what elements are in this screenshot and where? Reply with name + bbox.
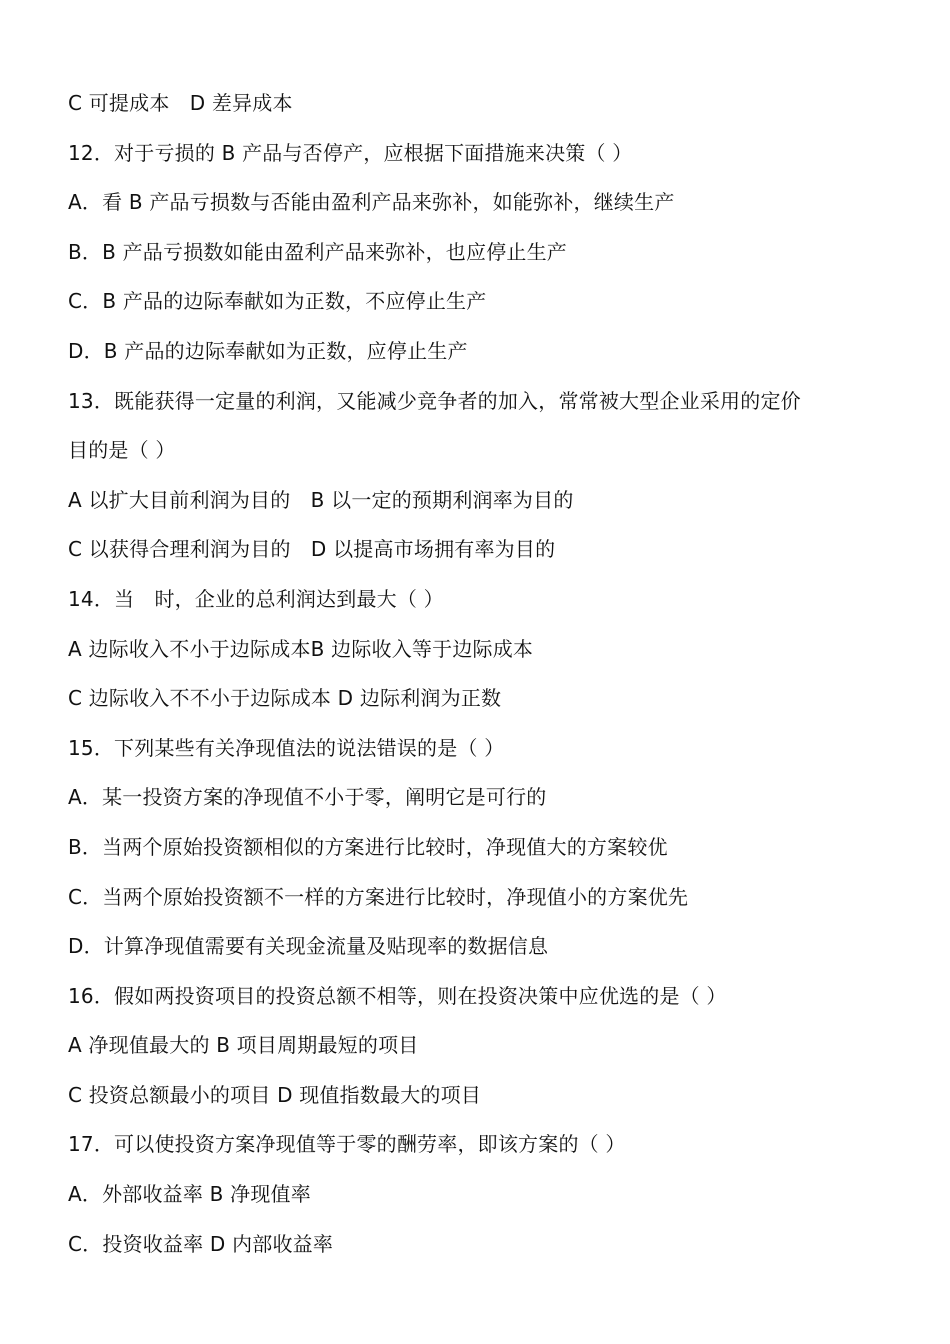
question-list xyxy=(68,82,898,1272)
question-16: 16．假如两投资项目的投资总额不相等，则在投资决策中应优选的是（ ） xyxy=(68,983,727,1008)
question-14: 14．当 时，企业的总利润达到最大（ ） xyxy=(68,586,444,611)
question-13-continued: 目的是（ ） xyxy=(68,438,176,463)
option-13-cd: C 以获得合理利润为目的 D 以提高市场拥有率为目的 xyxy=(68,537,556,562)
option-13-ab: A 以扩大目前利润为目的 B 以一定的预期利润率为目的 xyxy=(68,487,574,512)
option-line-11-cd: C 可提成本 D 差异成本 xyxy=(68,91,293,115)
option-12-a: A．看 B 产品亏损数与否能由盈利产品来弥补，如能弥补，继续生产 xyxy=(68,190,675,215)
option-15-a: A．某一投资方案的净现值不小于零，阐明它是可行的 xyxy=(68,785,547,810)
option-17-cd: C．投资收益率 D 内部收益率 xyxy=(68,1231,334,1256)
question-13: 13．既能获得一定量的利润，又能减少竞争者的加入，常常被大型企业采用的定价 xyxy=(68,388,801,413)
question-17: 17．可以使投资方案净现值等于零的酬劳率，即该方案的（ ） xyxy=(68,1132,626,1157)
option-15-d: D．计算净现值需要有关现金流量及贴现率的数据信息 xyxy=(68,934,549,959)
option-14-cd: C 边际收入不不小于边际成本 D 边际利润为正数 xyxy=(68,686,502,711)
question-15: 15．下列某些有关净现值法的说法错误的是（ ） xyxy=(68,735,505,760)
question-12: 12．对于亏损的 B 产品与否停产，应根据下面措施来决策（ ） xyxy=(68,140,633,165)
option-16-cd: C 投资总额最小的项目 D 现值指数最大的项目 xyxy=(68,1082,482,1107)
option-15-b: B．当两个原始投资额相似的方案进行比较时，净现值大的方案较优 xyxy=(68,834,668,859)
option-15-c: C．当两个原始投资额不一样的方案进行比较时，净现值小的方案优先 xyxy=(68,884,689,909)
option-17-ab: A．外部收益率 B 净现值率 xyxy=(68,1182,311,1207)
option-12-c: C．B 产品的边际奉献如为正数，不应停止生产 xyxy=(68,289,487,314)
option-12-b: B．B 产品亏损数如能由盈利产品来弥补，也应停止生产 xyxy=(68,239,567,264)
option-12-d: D．B 产品的边际奉献如为正数，应停止生产 xyxy=(68,338,468,363)
option-16-ab: A 净现值最大的 B 项目周期最短的项目 xyxy=(68,1033,419,1058)
option-14-ab: A 边际收入不小于边际成本B 边际收入等于边际成本 xyxy=(68,636,534,661)
